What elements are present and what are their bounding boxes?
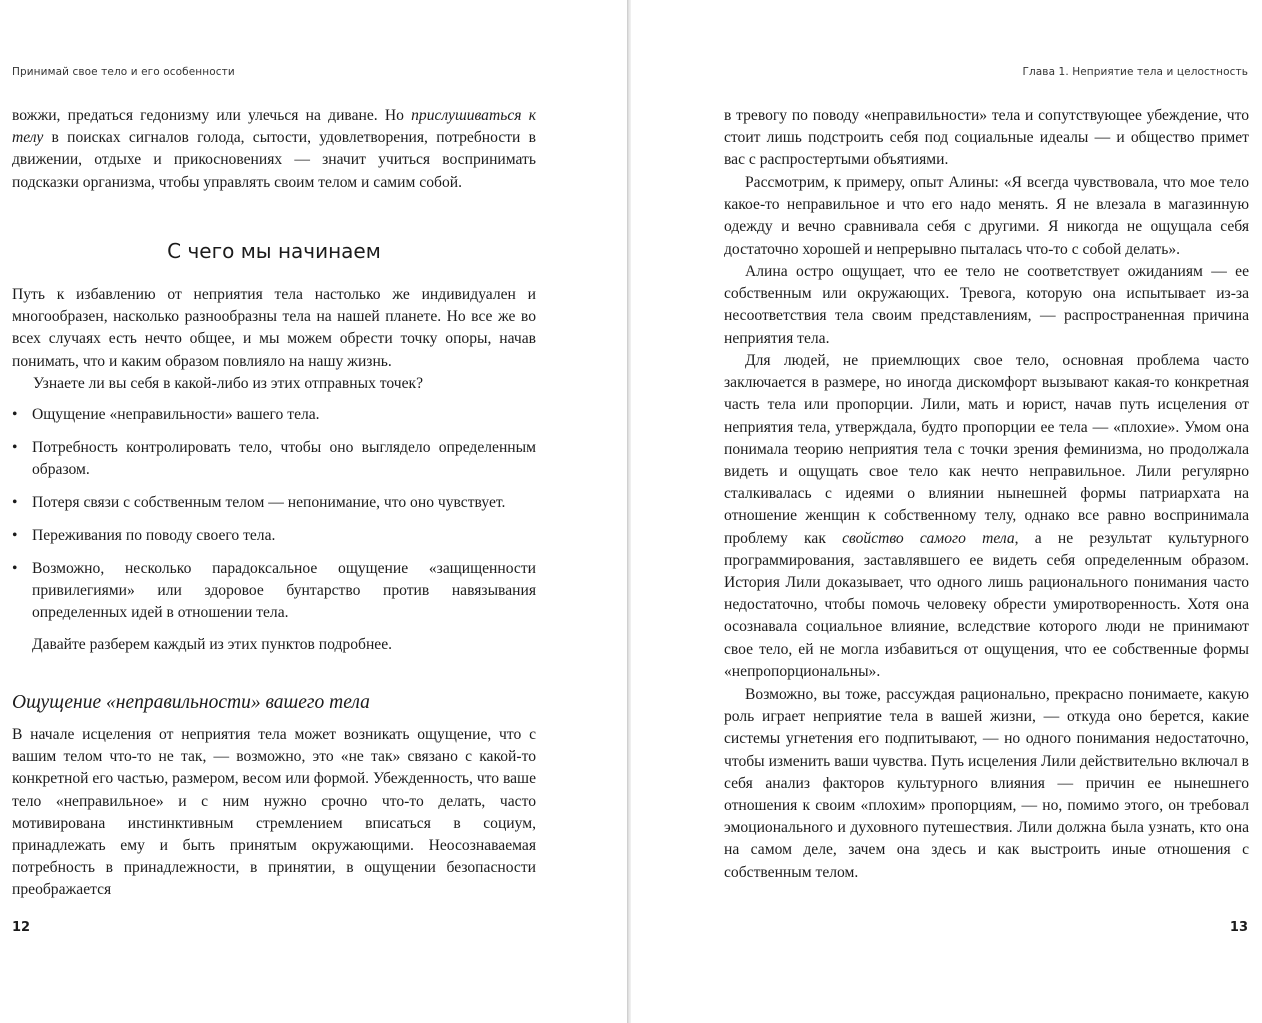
right-page [631, 0, 1262, 1023]
section-title: С чего мы начинаем [167, 239, 381, 263]
page-number-left: 12 [12, 920, 31, 935]
page-number-right: 13 [1229, 920, 1248, 935]
paragraph-body: Возможно, вы тоже, рассуждая рационально, прекрасно понимаете, какую роль играет неприятие тела в вашей жизни, — откуда оно берется, какие системы угнетения его подпитывают, — но одного понимания недостаточно, чтобы изменить ваши чувства. Путь исцеления Лили действительно включал в себя анализ факторов культурного влияния — причин ее нынешнего отношения к своим «плохим» пропорциям, — но, помимо этого, он требовал эмоционального и духовного путешествия. Лили должна была узнать, кто она на самом деле, зачем она здесь и как выстроить иные отношения с собственным телом. [724, 686, 1249, 881]
bullet-marker: • [12, 494, 18, 511]
list-item-text: Потеря связи с собственным телом — непонимание, что оно чувствует. [32, 494, 506, 511]
left-page [0, 0, 627, 1023]
list-item-text: Возможно, несколько парадоксальное ощущение «защищенности привилегиями» или здоровое бунтарство против навязывания определенных идей в отношении тела. [32, 560, 536, 622]
running-head-right: Глава 1. Неприятие тела и целостность [1022, 66, 1248, 78]
bullet-marker: • [12, 439, 18, 456]
paragraph-body: В начале исцеления от неприятия тела может возникать ощущение, что с вашим телом что-то не так, — возможно, это «не так» связано с какой-то конкретной его частью, размером, весом или формой. Убежденность, что ваше тело «неправильное» и с ним нужно срочно что-то делать, часто мотивирована инстинктивным стремлением вписаться в социум, принадлежать ему и быть принятым окружающими. Неосознаваемая потребность в принадлежности, в принятии, в ощущении безопасности преображается [12, 726, 536, 899]
bullet-marker: • [12, 560, 18, 577]
paragraph-lead-in: Давайте разберем каждый из этих пунктов подробнее. [32, 636, 393, 653]
list-item-text: Потребность контролировать тело, чтобы оно выглядело определенным образом. [32, 439, 536, 479]
paragraph-question: Узнаете ли вы себя в какой-либо из этих отправных точек? [33, 375, 424, 392]
emphasis-text: прислушиваться к телу [12, 107, 537, 147]
paragraph-body: Алина остро ощущает, что ее тело не соответствует ожиданиям — ее собственным или окружающих. Тревога, которую она испытывает из-за несоответствия тела своим представлениям, — распространенная причина неприятия тела. [724, 263, 1249, 347]
subheading: Ощущение «неправильности» вашего тела [12, 692, 370, 713]
paragraph-continuation: вожжи, предаться гедонизму или улечься на диване. Но прислушиваться к телу в поисках сигналов голода, сытости, удовлетворения, потребности в движении, отдыхе и прикосновениях — значит учиться воспринимать подсказки организма, чтобы управлять своим телом и самим собой. [12, 107, 537, 191]
bullet-marker: • [12, 406, 18, 423]
paragraph-quote: Рассмотрим, к примеру, опыт Алины: «Я всегда чувствовала, что мое тело какое-то неправильное и что его надо менять. Я не влезала в магазинную одежду и вечно сравнивала себя с другими. Я никогда не ощущала себя достаточно хорошей и непрерывно пыталась что-то с собой делать». [724, 174, 1249, 258]
emphasis-text: свойство самого тела [842, 529, 1015, 547]
bullet-marker: • [12, 527, 18, 544]
paragraph-body: Для людей, не приемлющих свое тело, основная проблема часто заключается в размере, но иногда дискомфорт вызывают какая-то конкретная часть тела или пропорции. Лили, мать и юрист, начав путь исцеления от неприятия тела, утверждала, будто пропорции ее тела — «плохие». Умом она понимала теорию неприятия тела с точки зрения феминизма, но продолжала видеть и ощущать свое тело как нечто неправильное. Лили регулярно сталкивалась с идеями о влиянии нынешней формы патриархата на отношение женщин к собственному телу, однако все равно воспринимала проблему как свойство самого тела, а не результат культурного программирования, заставлявшего ее видеть себя определенным образом. История Лили доказывает, что одного лишь рационального понимания часто недостаточно, чтобы помочь человеку обрести умиротворенность. Хотя она осознавала социальное влияние, вследствие которого люди не принимают свое тело, ей не могла избавиться от ощущения, что ее собственные формы «непропорциональны». [724, 352, 1249, 680]
running-head-left: Принимай свое тело и его особенности [12, 66, 235, 78]
list-item-text: Ощущение «неправильности» вашего тела. [32, 406, 320, 423]
list-item-text: Переживания по поводу своего тела. [32, 527, 276, 544]
paragraph-continuation: в тревогу по поводу «неправильности» тела и сопутствующее убеждение, что стоит лишь подстроить себя под социальные идеалы — и общество примет вас с распростертыми объятиями. [724, 107, 1249, 169]
paragraph-intro: Путь к избавлению от неприятия тела настолько же индивидуален и многообразен, насколько разнообразны тела на нашей планете. Но все же во всех случаях есть нечто общее, и мы можем обрести точку опоры, начав понимать, что и каким образом повлияло на нашу жизнь. [12, 286, 536, 370]
